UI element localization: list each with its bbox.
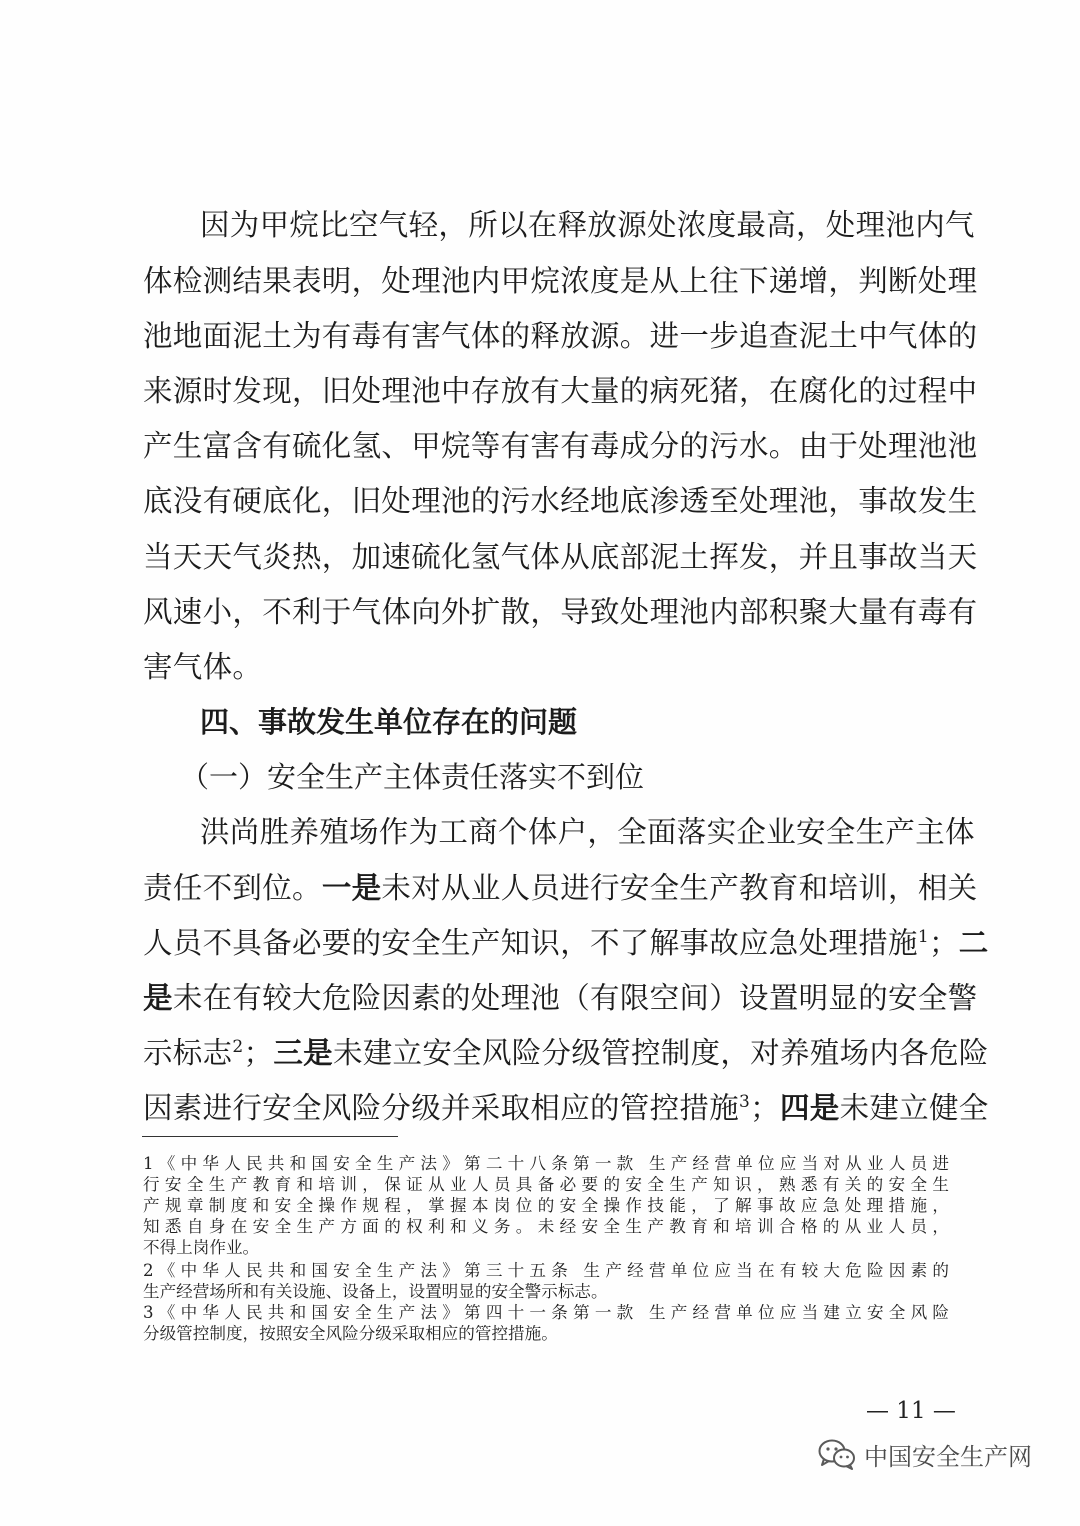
text-line: 风速小，不利于气体向外扩散，导致处理池内部积聚大量有毒有 <box>143 595 978 629</box>
footnote-line: 1《中华人民共和国安全生产法》第二十八条第一款 生产经营单位应当对从业人员进 <box>143 1154 949 1173</box>
subsection-heading: （一）安全生产主体责任落实不到位 <box>180 760 645 794</box>
footnote-ref-1[interactable]: 1 <box>917 927 929 948</box>
section-heading: 四、事故发生单位存在的问题 <box>200 705 578 739</box>
footnote-line: 行安全生产教育和培训，保证从业人员具备必要的安全生产知识，熟悉有关的安全生 <box>143 1175 949 1194</box>
text-run: 未建立健全 <box>839 1091 989 1125</box>
text-line: 产生富含有硫化氢、甲烷等有害有毒成分的污水。由于处理池池 <box>143 429 978 463</box>
text-run: ； <box>243 1036 274 1070</box>
text-run: 未建立安全风险分级管控制度，对养殖场内各危险 <box>332 1036 989 1070</box>
watermark <box>818 1432 1032 1476</box>
text-line <box>143 866 978 910</box>
text-run: ； <box>750 1091 780 1125</box>
text-run: 未在有较大危险因素的处理池（有限空间）设置明显的安全警 <box>172 981 978 1015</box>
text-run: 人员不具备必要的安全生产知识，不了解事故应急处理措施 <box>143 926 918 960</box>
footnote-divider <box>142 1136 398 1137</box>
emphasis-text: 是 <box>143 981 173 1015</box>
emphasis-text: 四是 <box>779 1091 840 1125</box>
footnote-line: 产规章制度和安全操作规程，掌握本岗位的安全操作技能，了解事故应急处理措施， <box>143 1196 949 1215</box>
text-line: 底没有硬底化，旧处理池的污水经地底渗透至处理池，事故发生 <box>143 484 978 518</box>
text-run: 未对从业人员进行安全生产教育和培训，相关 <box>381 871 978 905</box>
text-line <box>143 1086 989 1130</box>
footnote-ref-3[interactable]: 3 <box>739 1092 751 1113</box>
text-run: 因素进行安全风险分级并采取相应的管控措施 <box>143 1091 740 1125</box>
emphasis-text: 一是 <box>321 871 382 905</box>
footnote-line: 生产经营场所和有关设施、设备上，设置明显的安全警示标志。 <box>143 1282 608 1301</box>
footnote-ref-2[interactable]: 2 <box>232 1037 244 1058</box>
footnote-line: 3《中华人民共和国安全生产法》第四十一条第一款 生产经营单位应当建立安全风险 <box>143 1303 949 1322</box>
text-line: 因为甲烷比空气轻，所以在释放源处浓度最高，处理池内气 <box>200 208 975 242</box>
footnote-line: 分级管控制度，按照安全风险分级采取相应的管控措施。 <box>143 1324 558 1343</box>
text-line <box>143 976 978 1020</box>
footnote-line: 不得上岗作业。 <box>143 1238 260 1257</box>
text-line: 害气体。 <box>143 650 263 684</box>
wechat-logo-icon <box>818 1438 856 1470</box>
text-line <box>143 1031 989 1075</box>
text-line: 池地面泥土为有毒有害气体的释放源。进一步追查泥土中气体的 <box>143 319 978 353</box>
text-line: 洪尚胜养殖场作为工商个体户，全面落实企业安全生产主体 <box>200 815 975 849</box>
text-run: ； <box>928 926 959 960</box>
text-line: 体检测结果表明，处理池内甲烷浓度是从上往下递增，判断处理 <box>143 264 978 298</box>
text-line: 来源时发现，旧处理池中存放有大量的病死猪，在腐化的过程中 <box>143 374 978 408</box>
footnote-line: 知悉自身在安全生产方面的权利和义务。未经安全生产教育和培训合格的从业人员， <box>143 1217 949 1236</box>
watermark-text: 中国安全生产网 <box>864 1442 1032 1471</box>
page-number: — 11 — <box>866 1398 956 1424</box>
footnote-line: 2《中华人民共和国安全生产法》第三十五条 生产经营单位应当在有较大危险因素的 <box>143 1261 949 1280</box>
emphasis-text: 二 <box>958 926 989 960</box>
emphasis-text: 三是 <box>273 1036 333 1070</box>
text-run: 示标志 <box>143 1036 233 1070</box>
text-line <box>143 921 989 965</box>
text-run: 责任不到位。 <box>143 871 322 905</box>
text-line: 当天天气炎热，加速硫化氢气体从底部泥土挥发，并且事故当天 <box>143 540 978 574</box>
